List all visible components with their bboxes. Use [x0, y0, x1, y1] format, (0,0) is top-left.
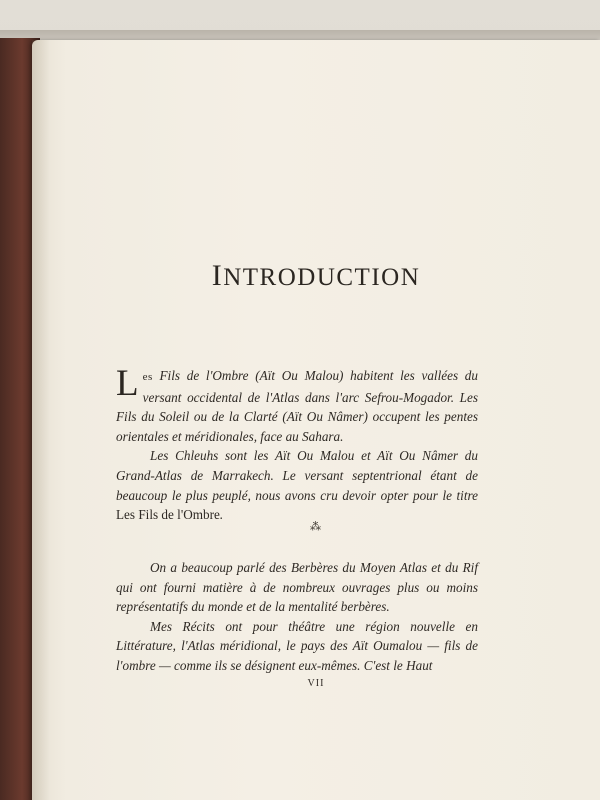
section-ornament: ⁂: [310, 520, 322, 533]
second-paragraph-1: On a beaucoup parlé des Berbères du Moyen Atlas et du Rif qui ont fourni matière à de nombreux ouvrages plus ou moins représentatifs du monde et de la mentalité berbères.: [116, 560, 478, 615]
intro-paragraph-2-end: .: [219, 507, 224, 523]
second-section: [116, 558, 478, 676]
page-number: VII: [307, 678, 325, 689]
intro-paragraph-2-text: Les Chleuhs sont les Aït Ou Malou et Aït Ou Nâmer du Grand-Atlas de Marrakech. Le versant septentrional étant de beaucoup le plus peuplé, nous avons cru devoir opter pour le titre: [116, 448, 478, 503]
title-initial: I: [211, 259, 224, 292]
intro-paragraph-1-text: Fils de l'Ombre (Aït Ou Malou) habitent les vallées du versant occidental de l'Atlas dans l'arc Sefrou-Mogador. Les Fils du Soleil ou de la Clarté (Aït Ou Nâmer) occupent les pentes orientales et méridionales, face au Sahara.: [116, 368, 478, 444]
small-caps-word: es: [142, 371, 153, 383]
drop-cap-letter: L: [116, 363, 139, 404]
intro-paragraph-2: [116, 446, 478, 524]
second-paragraph-2: Mes Récits ont pour théâtre une région nouvelle en Littérature, l'Atlas méridional, le pays des Aït Oumalou — fils de l'ombre — comme ils se désignent eux-mêmes. C'est le Haut: [116, 618, 478, 673]
title-rest: NTRODUCTION: [223, 264, 421, 291]
book-page: [32, 40, 600, 800]
intro-section: [116, 363, 478, 525]
chapter-title: [32, 259, 600, 293]
intro-paragraph-1: [116, 363, 478, 446]
book-title-reference: Les Fils de l'Ombre: [116, 507, 220, 523]
